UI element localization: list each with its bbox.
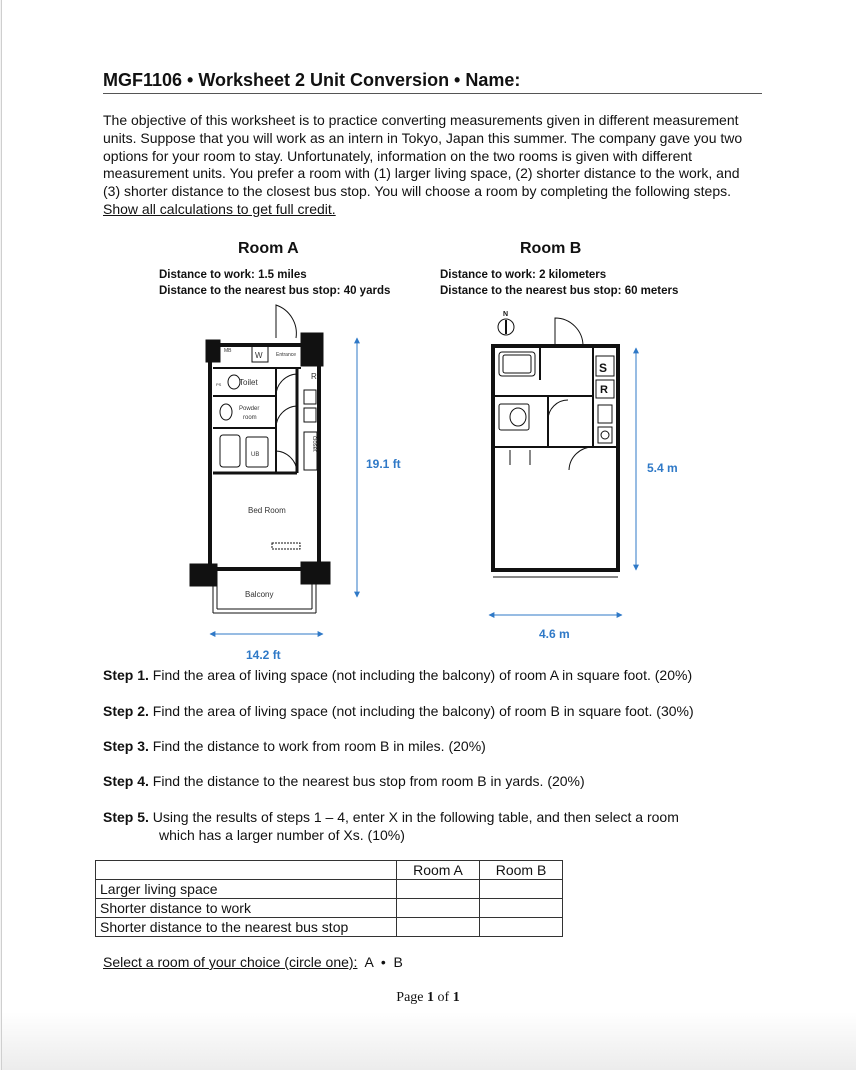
step-5-text: Using the results of steps 1 – 4, enter X in the following table, and then select a room	[152, 809, 679, 825]
room-a-label-ps: PS	[216, 382, 222, 387]
footer-page-total: 1	[452, 990, 460, 1005]
room-a-label-r: R	[311, 372, 317, 381]
step-4-label: Step 4.	[103, 773, 149, 789]
room-a-label-powder: Powder	[239, 406, 260, 412]
page-title: MGF1106 • Worksheet 2 Unit Conversion • Name:	[103, 70, 521, 90]
step-5-continued: which has a larger number of Xs. (10%)	[159, 827, 405, 843]
table-row	[96, 880, 563, 899]
table-header-room-a: Room A	[397, 861, 480, 880]
room-a-label-closet: closet	[311, 436, 317, 452]
step-2-text: Find the area of living space (not including the balcony) of room B in square foot. (30%)	[152, 703, 694, 719]
comparison-table	[95, 860, 563, 937]
room-a-label-mb: MB	[224, 348, 232, 354]
step-1	[103, 667, 692, 683]
room-b-floorplan	[493, 318, 618, 577]
step-1-label: Step 1.	[103, 667, 149, 683]
room-b-label-r: R	[600, 384, 608, 396]
step-3	[103, 738, 486, 754]
step-4	[103, 773, 585, 789]
room-a-label-ub: UB	[251, 452, 260, 458]
step-1-text: Find the area of living space (not including the balcony) of room A in square foot. (20%)	[152, 667, 693, 683]
room-b-bus-value: 60 meters	[624, 285, 679, 297]
table-header-room-b: Room B	[480, 861, 563, 880]
step-4-text: Find the distance to the nearest bus stop from room B in yards. (20%)	[152, 773, 585, 789]
intro-text: The objective of this worksheet is to practice converting measurements given in different measurement units. Suppose that you will work as an intern in Tokyo, Japan this summer. The company gave you two options for your room to stay. Unfortunately, information on the two rooms is given with different measurement units. You prefer a room with (1) larger living space, (2) shorter distance to the work, and (3) shorter distance to the closest bus stop. You will choose a room by completing the following steps.	[103, 112, 743, 200]
intro-emphasis: Show all calculations to get full credit.	[103, 200, 336, 217]
table-corner-cell	[96, 861, 397, 880]
step-3-text: Find the distance to work from room B in miles. (20%)	[152, 738, 486, 754]
room-choice-line	[103, 954, 403, 970]
room-b-height-label: 5.4 m	[647, 461, 678, 475]
room-a-bus-label: Distance to the nearest bus stop:	[159, 285, 341, 297]
room-a-bus-value: 40 yards	[343, 285, 391, 297]
table-cell-room-a[interactable]	[397, 880, 480, 899]
room-choice-label: Select a room of your choice (circle one):	[103, 954, 358, 970]
room-choice-options[interactable]: A • B	[364, 954, 403, 970]
step-5	[103, 809, 679, 825]
table-row	[96, 918, 563, 937]
room-b-title: Room B	[520, 240, 582, 257]
room-a-label-toilet: Toilet	[239, 378, 258, 387]
footer-prefix: Page	[396, 990, 428, 1005]
room-a-height-label: 19.1 ft	[366, 457, 401, 471]
table-row-label: Shorter distance to the nearest bus stop	[96, 918, 397, 937]
room-a-width-label: 14.2 ft	[246, 648, 281, 662]
room-a-column	[301, 333, 323, 366]
room-a-column	[206, 340, 220, 362]
table-cell-room-a[interactable]	[397, 899, 480, 918]
step-2	[103, 703, 694, 719]
table-header-row	[96, 861, 563, 880]
room-a-label-entrance: Entrance	[276, 352, 297, 358]
room-b-label-s: S	[599, 361, 608, 375]
room-a-outer-wall	[210, 345, 319, 569]
footer-of: of	[434, 990, 453, 1005]
footer-page-number: 1	[427, 990, 435, 1005]
room-b-bus-label: Distance to the nearest bus stop:	[440, 285, 622, 297]
room-b-label-north: N	[503, 311, 509, 318]
room-a-label-room: room	[243, 415, 257, 421]
room-b-work-label: Distance to work:	[440, 269, 536, 281]
room-a-title: Room A	[238, 240, 299, 257]
room-a-label-bedroom: Bed Room	[248, 506, 286, 515]
room-a-label-w: W	[255, 351, 263, 360]
table-row-label: Shorter distance to work	[96, 899, 397, 918]
table-row-label: Larger living space	[96, 880, 397, 899]
table-cell-room-b[interactable]	[480, 899, 563, 918]
step-5-label: Step 5.	[103, 809, 149, 825]
step-2-label: Step 2.	[103, 703, 149, 719]
room-a-work-label: Distance to work:	[159, 269, 255, 281]
room-b-width-label: 4.6 m	[539, 627, 570, 641]
table-cell-room-a[interactable]	[397, 918, 480, 937]
step-3-label: Step 3.	[103, 738, 149, 754]
room-a-work-value: 1.5 miles	[258, 269, 307, 281]
room-b-work-value: 2 kilometers	[539, 269, 607, 281]
table-cell-room-b[interactable]	[480, 918, 563, 937]
page-footer	[0, 990, 856, 1006]
table-cell-room-b[interactable]	[480, 880, 563, 899]
room-a-label-balcony: Balcony	[245, 590, 274, 599]
table-row	[96, 899, 563, 918]
